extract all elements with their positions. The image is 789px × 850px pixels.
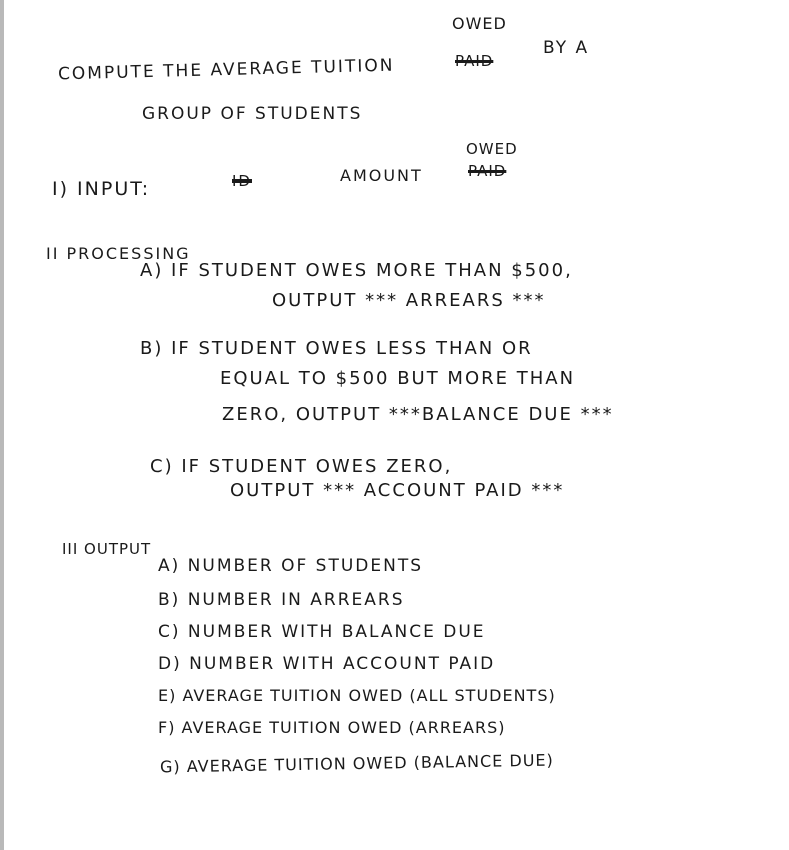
processing-heading: II PROCESSING (46, 244, 191, 263)
title-line1-end: BY A (543, 38, 590, 58)
output-item-e: E) AVERAGE TUITION OWED (ALL STUDENTS) (158, 686, 556, 705)
input-label: I) INPUT: (52, 178, 151, 200)
output-item-g: G) AVERAGE TUITION OWED (BALANCE DUE) (159, 750, 554, 777)
output-item-d: D) NUMBER WITH ACCOUNT PAID (158, 654, 496, 674)
output-item-a: A) NUMBER OF STUDENTS (158, 556, 424, 576)
output-heading: III OUTPUT (62, 540, 152, 558)
title-line2: GROUP OF STUDENTS (142, 104, 363, 124)
processing-b-line2: EQUAL TO $500 BUT MORE THAN (220, 368, 576, 389)
input-correction: OWED (466, 140, 518, 158)
output-item-b: B) NUMBER IN ARREARS (158, 590, 405, 610)
title-correction: OWED (452, 14, 507, 33)
output-item-c: C) NUMBER WITH BALANCE DUE (158, 622, 486, 642)
processing-a-line2: OUTPUT *** ARREARS *** (272, 290, 546, 311)
title-line1-start: COMPUTE THE AVERAGE TUITION (57, 55, 395, 85)
input-amount: AMOUNT (340, 166, 423, 185)
page-left-edge (0, 0, 4, 850)
title-struck-word: PAID (455, 52, 494, 70)
processing-b-line3: ZERO, OUTPUT ***BALANCE DUE *** (222, 404, 614, 425)
processing-a-line1: A) IF STUDENT OWES MORE THAN $500, (140, 260, 573, 281)
processing-b-line1: B) IF STUDENT OWES LESS THAN OR (140, 338, 533, 359)
processing-c-line1: C) IF STUDENT OWES ZERO, (150, 456, 453, 477)
processing-c-line2: OUTPUT *** ACCOUNT PAID *** (230, 480, 565, 501)
input-struck-word: ID (232, 172, 252, 190)
input-struck-paid: PAID (468, 162, 507, 180)
output-item-f: F) AVERAGE TUITION OWED (ARREARS) (158, 718, 506, 737)
